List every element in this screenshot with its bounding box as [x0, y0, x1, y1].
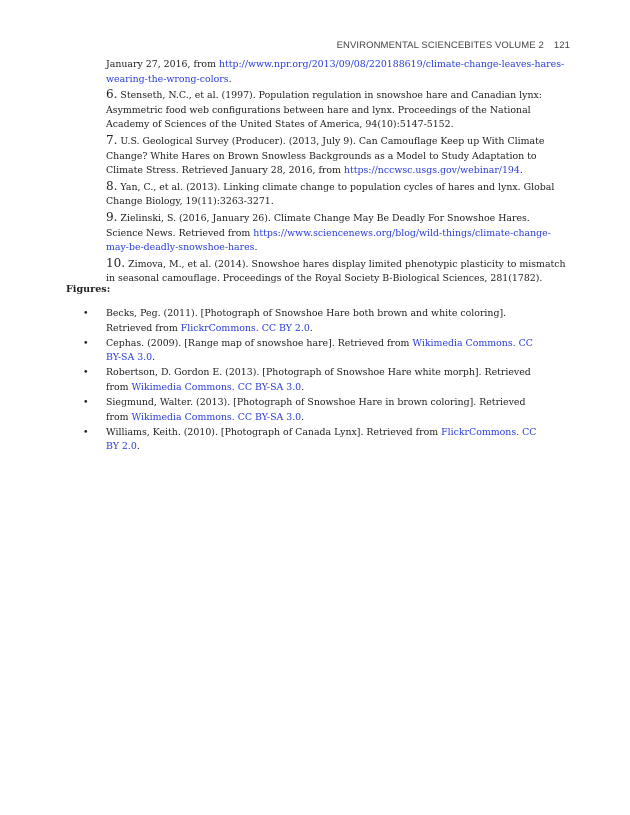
source-link[interactable]: Wikimedia Commons — [131, 381, 232, 393]
list-item: • Siegmund, Walter. (2013). [Photograph of Snowshoe Hare in brown coloring]. Retrieved from Wikimedia Commons. CC BY-SA 3.0. — [83, 397, 526, 423]
bullet-icon: • — [83, 308, 89, 319]
license-link[interactable]: CC BY-SA 3.0 — [106, 337, 533, 364]
reference-link[interactable]: https://nccwsc.usgs.gov/webinar/194 — [343, 165, 520, 177]
reference-continued: January 27, 2016, from http://www.npr.org/2013/09/08/220188619/climate-change-leaves-hares-wearing-the-wrong-colors. — [106, 59, 565, 85]
references-list — [106, 58, 568, 287]
bullet-icon: • — [83, 426, 89, 438]
license-link[interactable]: CC BY 2.0 — [106, 426, 537, 453]
reference-item: 9. Zielinski, S. (2016, January 26). Climate Change May Be Deadly For Snowshoe Hares. Science News. Retrieved from https://www.sciencenews.org/blog/wild-things/climate-change-may-be-deadly-snowshoe-hares. — [106, 209, 551, 254]
reference-number: 6. — [106, 87, 118, 102]
reference-link[interactable]: https://www.sciencenews.org/blog/wild-things/climate-change-may-be-deadly-snowshoe-hares — [106, 227, 551, 254]
page-number: 121 — [553, 40, 570, 51]
figures-list — [79, 307, 549, 455]
reference-item: 8. Yan, C., et al. (2013). Linking climate change to population cycles of hares and lynx. Global Change Biology, 19(11):3263-3271. — [106, 178, 555, 208]
bullet-icon: • — [83, 397, 89, 409]
license-link[interactable]: CC BY-SA 3.0 — [237, 411, 302, 423]
reference-number: 8. — [106, 178, 118, 193]
reference-number: 10. — [106, 255, 126, 270]
source-link[interactable]: FlickrCommons — [441, 426, 517, 438]
running-header — [337, 40, 570, 51]
source-link[interactable]: Wikimedia Commons — [412, 337, 513, 349]
list-item: • Cephas. (2009). [Range map of snowshoe hare]. Retrieved from Wikimedia Commons. CC BY-SA 3.0. — [83, 337, 533, 364]
list-item: • Williams, Keith. (2010). [Photograph of Canada Lynx]. Retrieved from FlickrCommons. CC BY 2.0. — [83, 426, 537, 453]
bullet-icon: • — [83, 337, 89, 349]
list-item: • Robertson, D. Gordon E. (2013). [Photograph of Snowshoe Hare white morph]. Retrieved from Wikimedia Commons. CC BY-SA 3.0. — [83, 367, 531, 393]
license-link[interactable]: CC BY 2.0 — [261, 322, 310, 334]
bullet-icon: • — [83, 367, 89, 379]
reference-link[interactable]: http://www.npr.org/2013/09/08/220188619/climate-change-leaves-hares-wearing-the-wrong-colors — [106, 59, 565, 85]
running-title: ENVIRONMENTAL SCIENCEBITES VOLUME 2 — [336, 40, 544, 51]
reference-number: 7. — [106, 132, 118, 147]
reference-number: 9. — [106, 209, 118, 224]
list-item: • Becks, Peg. (2011). [Photograph of Snowshoe Hare both brown and white coloring]. Retrieved from FlickrCommons. CC BY 2.0. — [83, 308, 507, 334]
source-link[interactable]: FlickrCommons — [180, 322, 256, 334]
figures-heading: Figures: — [66, 284, 111, 295]
reference-item: 10. Zimova, M., et al. (2014). Snowshoe hares display limited phenotypic plasticity to mismatch in seasonal camouflage. Proceedings of the Royal Society B-Biological Sciences, 281(1782). — [106, 255, 566, 285]
source-link[interactable]: Wikimedia Commons — [131, 411, 232, 423]
reference-item: 6. Stenseth, N.C., et al. (1997). Population regulation in snowshoe hare and Canadian lynx: Asymmetric food web configurations between hare and lynx. Proceedings of the National Academy of Sciences of the United States of America, 94(10):5147-5152. — [106, 87, 542, 131]
license-link[interactable]: CC BY-SA 3.0 — [237, 381, 302, 393]
reference-item: 7. U.S. Geological Survey (Producer). (2013, July 9). Can Camouflage Keep up With Climate Change? White Hares on Brown Snowless Backgrounds as a Model to Study Adaptation to Climate Stress. Retrieved January 28, 2016, from https://nccwsc.usgs.gov/webinar/194. — [106, 132, 545, 177]
